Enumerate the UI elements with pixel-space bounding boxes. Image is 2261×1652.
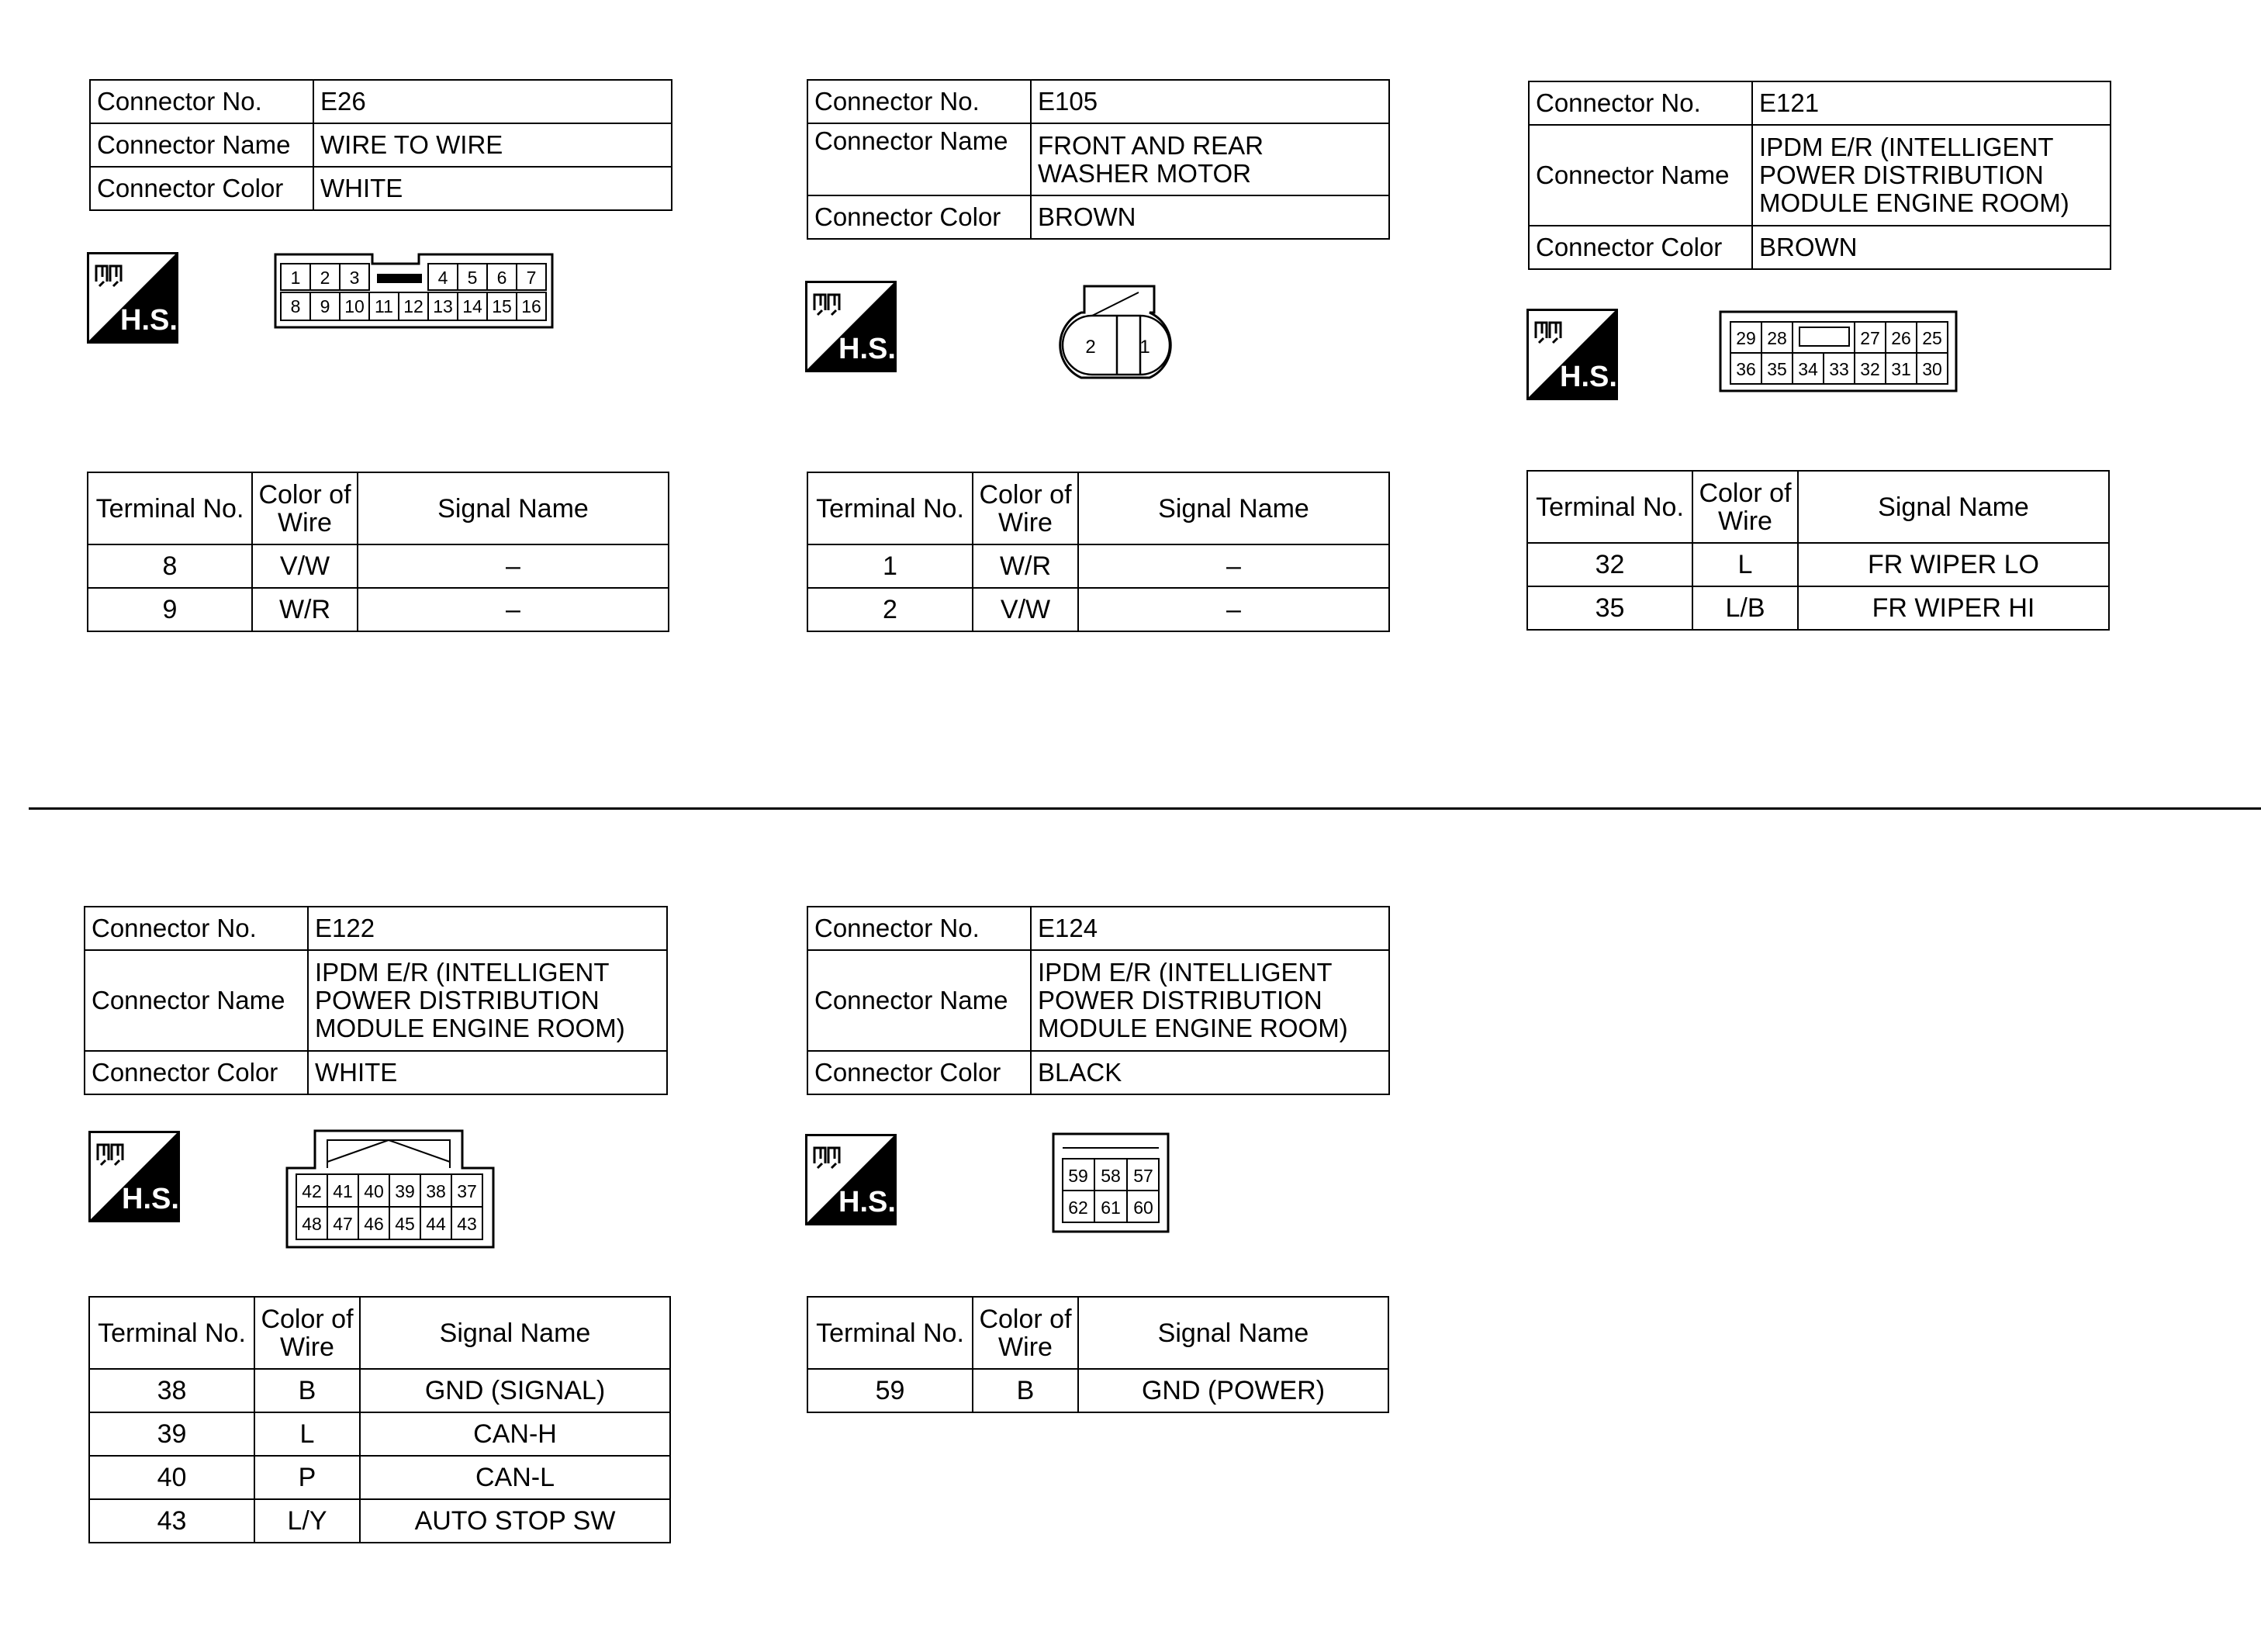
pin-label: 25 <box>1922 328 1942 348</box>
table-row <box>88 544 669 588</box>
pin-label: 26 <box>1891 328 1911 348</box>
connector-no-value: E105 <box>1031 80 1389 123</box>
connector-name-label: Connector Name <box>1529 125 1752 226</box>
signal-name-cell: CAN-L <box>360 1456 670 1499</box>
terminal-no-cell: 8 <box>88 544 252 588</box>
terminal-table-e105 <box>807 472 1390 632</box>
wire-color-cell: W/R <box>252 588 358 631</box>
connector-color-value: BROWN <box>1752 226 2111 269</box>
wire-color-header: Color of Wire <box>1692 471 1798 543</box>
table-row <box>1527 543 2109 586</box>
connector-color-label: Connector Color <box>807 1051 1031 1094</box>
signal-name-header: Signal Name <box>1078 1297 1388 1369</box>
connector-no-value: E26 <box>313 80 672 123</box>
connector-info-e121 <box>1528 81 2111 270</box>
wire-color-cell: L <box>1692 543 1798 586</box>
connector-color-value: WHITE <box>308 1051 667 1094</box>
pin-label: 38 <box>426 1181 446 1201</box>
pin-label: 13 <box>433 296 453 316</box>
pin-label: 15 <box>492 296 512 316</box>
wire-color-cell: L/B <box>1692 586 1798 630</box>
wire-color-cell: L/Y <box>254 1499 360 1543</box>
harness-side-icon <box>88 1131 180 1222</box>
signal-name-cell: – <box>1078 544 1389 588</box>
connector-info-e26 <box>89 79 672 211</box>
signal-name-cell: GND (SIGNAL) <box>360 1369 670 1412</box>
wire-color-cell: B <box>973 1369 1078 1412</box>
wire-color-cell: W/R <box>973 544 1078 588</box>
pin-label: 39 <box>395 1181 415 1201</box>
connector-color-value: WHITE <box>313 167 672 210</box>
connector-color-value: BLACK <box>1031 1051 1389 1094</box>
signal-name-cell: FR WIPER LO <box>1798 543 2109 586</box>
pin-label: 34 <box>1798 359 1818 379</box>
connector-face-e122 <box>285 1129 496 1249</box>
terminal-no-cell: 59 <box>807 1369 973 1412</box>
terminal-no-cell: 9 <box>88 588 252 631</box>
terminal-no-cell: 35 <box>1527 586 1692 630</box>
section-divider <box>29 807 2261 810</box>
hs-label: H.S. <box>122 1183 179 1215</box>
connector-no-label: Connector No. <box>807 80 1031 123</box>
terminal-no-cell: 38 <box>89 1369 254 1412</box>
table-row <box>807 544 1389 588</box>
connector-face-e124 <box>1052 1132 1170 1233</box>
pin-label: 28 <box>1767 328 1787 348</box>
pin-label: 2 <box>320 268 330 288</box>
wire-color-header: Color of Wire <box>252 472 358 544</box>
pin-label: 61 <box>1101 1198 1121 1218</box>
pin-label: 44 <box>426 1214 446 1234</box>
table-row <box>89 1499 670 1543</box>
pin-label: 59 <box>1068 1166 1088 1186</box>
pin-label: 8 <box>290 296 301 316</box>
table-row <box>88 588 669 631</box>
pin-label: 31 <box>1891 359 1911 379</box>
hs-label: H.S. <box>838 1186 896 1218</box>
connector-name-value: IPDM E/R (INTELLIGENT POWER DISTRIBUTION MODULE ENGINE ROOM) <box>1031 950 1389 1051</box>
terminal-no-header: Terminal No. <box>89 1297 254 1369</box>
pin-label: 41 <box>333 1181 353 1201</box>
pin-label: 10 <box>344 296 365 316</box>
pin-label: 46 <box>364 1214 384 1234</box>
connector-color-label: Connector Color <box>90 167 313 210</box>
pin-label: 9 <box>320 296 330 316</box>
hs-label: H.S. <box>120 304 178 337</box>
pin-label: 43 <box>457 1214 477 1234</box>
signal-name-cell: GND (POWER) <box>1078 1369 1388 1412</box>
connector-face-e26 <box>273 252 560 330</box>
connector-color-label: Connector Color <box>1529 226 1752 269</box>
pin-label: 35 <box>1767 359 1787 379</box>
signal-name-header: Signal Name <box>358 472 669 544</box>
connector-face-e121 <box>1719 310 1959 394</box>
table-row <box>1527 586 2109 630</box>
pin-label: 27 <box>1860 328 1880 348</box>
pin-label: 32 <box>1860 359 1880 379</box>
table-row <box>807 588 1389 631</box>
wire-color-header: Color of Wire <box>973 472 1078 544</box>
signal-name-header: Signal Name <box>360 1297 670 1369</box>
connector-no-label: Connector No. <box>1529 81 1752 125</box>
connector-name-label: Connector Name <box>807 123 1031 195</box>
table-row <box>89 1412 670 1456</box>
terminal-no-cell: 2 <box>807 588 973 631</box>
connector-face-e105 <box>1044 283 1188 381</box>
terminal-no-cell: 39 <box>89 1412 254 1456</box>
hs-label: H.S. <box>1560 361 1617 393</box>
connector-no-value: E121 <box>1752 81 2111 125</box>
connector-info-e105 <box>807 79 1390 240</box>
pin-label: 47 <box>333 1214 353 1234</box>
pin-label: 36 <box>1736 359 1756 379</box>
harness-side-icon <box>805 1134 897 1225</box>
connector-color-label: Connector Color <box>85 1051 308 1094</box>
connector-name-value: WIRE TO WIRE <box>313 123 672 167</box>
pin-label: 1 <box>290 268 301 288</box>
connector-name-value: IPDM E/R (INTELLIGENT POWER DISTRIBUTION MODULE ENGINE ROOM) <box>308 950 667 1051</box>
signal-name-cell: CAN-H <box>360 1412 670 1456</box>
connector-name-label: Connector Name <box>85 950 308 1051</box>
signal-name-cell: – <box>358 588 669 631</box>
wire-color-cell: P <box>254 1456 360 1499</box>
connector-no-label: Connector No. <box>807 907 1031 950</box>
harness-side-icon <box>805 281 897 372</box>
pin-label: 16 <box>521 296 541 316</box>
connector-name-label: Connector Name <box>90 123 313 167</box>
terminal-no-header: Terminal No. <box>88 472 252 544</box>
connector-no-value: E122 <box>308 907 667 950</box>
connector-no-label: Connector No. <box>85 907 308 950</box>
signal-name-cell: AUTO STOP SW <box>360 1499 670 1543</box>
pin-label: 14 <box>462 296 482 316</box>
table-row <box>807 1369 1388 1412</box>
wire-color-header: Color of Wire <box>973 1297 1078 1369</box>
hs-label: H.S. <box>838 333 896 365</box>
harness-side-icon <box>1526 309 1618 400</box>
terminal-table-e121 <box>1526 470 2110 631</box>
terminal-no-header: Terminal No. <box>807 472 973 544</box>
pin-label: 30 <box>1922 359 1942 379</box>
wire-color-header: Color of Wire <box>254 1297 360 1369</box>
pin-label: 2 <box>1085 337 1096 358</box>
connector-color-value: BROWN <box>1031 195 1389 239</box>
connector-name-label: Connector Name <box>807 950 1031 1051</box>
pin-label: 11 <box>375 296 393 316</box>
pin-label: 7 <box>526 268 537 288</box>
signal-name-cell: – <box>1078 588 1389 631</box>
pin-label: 33 <box>1829 359 1849 379</box>
terminal-no-cell: 40 <box>89 1456 254 1499</box>
signal-name-header: Signal Name <box>1798 471 2109 543</box>
terminal-no-header: Terminal No. <box>1527 471 1692 543</box>
pin-label: 42 <box>302 1181 322 1201</box>
wire-color-cell: V/W <box>252 544 358 588</box>
terminal-table-e26 <box>87 472 669 632</box>
connector-name-value: IPDM E/R (INTELLIGENT POWER DISTRIBUTION MODULE ENGINE ROOM) <box>1752 125 2111 226</box>
pin-label: 58 <box>1101 1166 1121 1186</box>
latch-key-mark <box>377 274 422 283</box>
pin-label: 60 <box>1133 1198 1153 1218</box>
pin-label: 1 <box>1139 337 1150 358</box>
pin-label: 48 <box>302 1214 322 1234</box>
pin-label: 62 <box>1068 1198 1088 1218</box>
pin-label: 29 <box>1736 328 1756 348</box>
table-row <box>89 1456 670 1499</box>
pin-label: 3 <box>349 268 360 288</box>
terminal-no-cell: 43 <box>89 1499 254 1543</box>
terminal-table-e122 <box>88 1296 671 1543</box>
terminal-no-cell: 32 <box>1527 543 1692 586</box>
wire-color-cell: B <box>254 1369 360 1412</box>
pin-label: 4 <box>437 268 448 288</box>
table-row <box>89 1369 670 1412</box>
connector-name-value: FRONT AND REAR WASHER MOTOR <box>1031 123 1389 195</box>
signal-name-cell: FR WIPER HI <box>1798 586 2109 630</box>
pin-label: 5 <box>467 268 478 288</box>
pin-label: 37 <box>457 1181 477 1201</box>
signal-name-cell: – <box>358 544 669 588</box>
pin-label: 57 <box>1133 1166 1153 1186</box>
wire-color-cell: V/W <box>973 588 1078 631</box>
connector-no-label: Connector No. <box>90 80 313 123</box>
terminal-no-cell: 1 <box>807 544 973 588</box>
harness-side-icon <box>87 252 178 344</box>
connector-info-e124 <box>807 906 1390 1095</box>
pin-label: 45 <box>395 1214 415 1234</box>
pin-label: 40 <box>364 1181 384 1201</box>
wire-color-cell: L <box>254 1412 360 1456</box>
pin-label: 12 <box>403 296 424 316</box>
connector-color-label: Connector Color <box>807 195 1031 239</box>
terminal-no-header: Terminal No. <box>807 1297 973 1369</box>
connector-no-value: E124 <box>1031 907 1389 950</box>
signal-name-header: Signal Name <box>1078 472 1389 544</box>
terminal-table-e124 <box>807 1296 1389 1413</box>
connector-info-e122 <box>84 906 668 1095</box>
pin-label: 6 <box>496 268 507 288</box>
